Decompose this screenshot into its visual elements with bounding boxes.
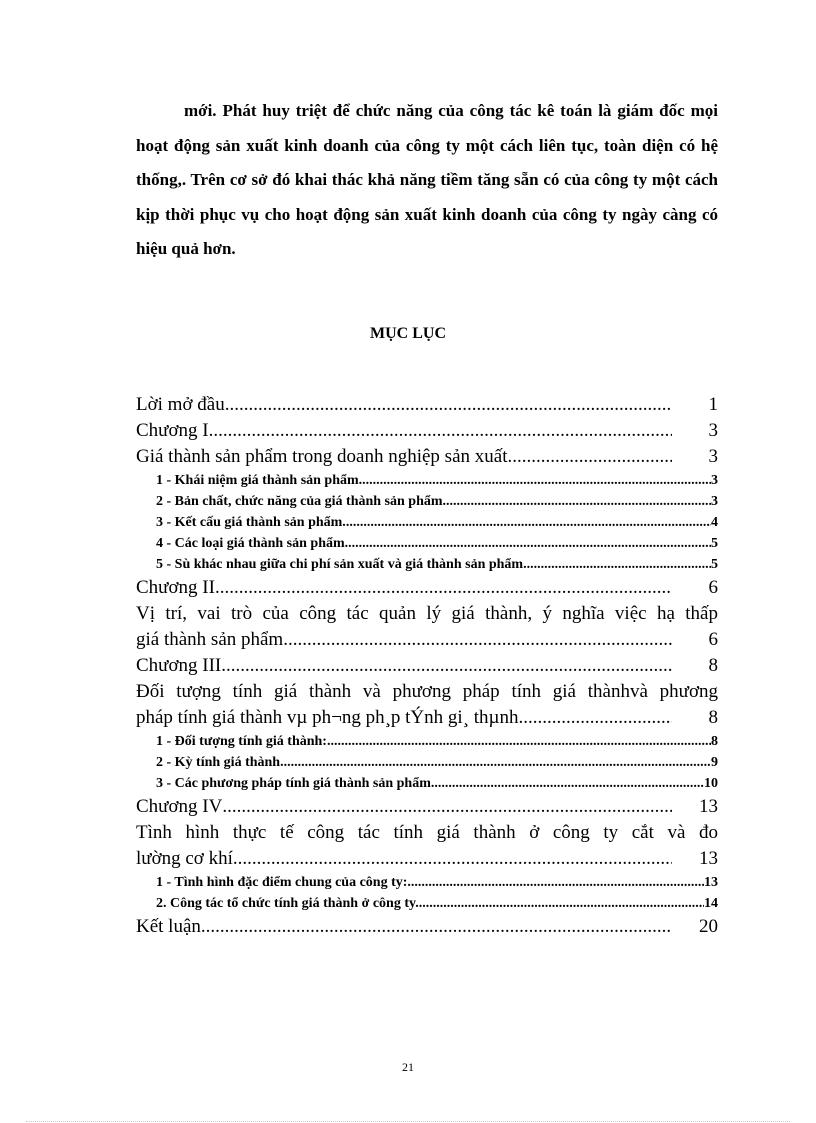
toc-entry-label: 2 - Kỳ tính giá thành <box>156 755 281 770</box>
dot-leader <box>512 444 672 470</box>
toc-entry-label: Chương I <box>136 420 209 441</box>
toc-entry-page: 3 <box>711 473 718 488</box>
dot-leader <box>348 533 711 554</box>
toc-entry-page: 20 <box>699 916 718 937</box>
toc-subentry[interactable] <box>136 893 718 914</box>
toc-subentry[interactable] <box>136 554 718 575</box>
toc-entry[interactable] <box>136 914 718 940</box>
toc-entry-first-line: Tình hình thực tế công tác tính giá thành ở công ty cắt và đo <box>136 822 718 843</box>
dot-leader <box>519 705 673 731</box>
toc-entry-page: 8 <box>708 707 718 728</box>
toc-subentry[interactable] <box>136 533 718 554</box>
table-of-contents <box>136 392 718 940</box>
toc-subentry[interactable] <box>136 872 718 893</box>
toc-entry-page: 8 <box>711 734 718 749</box>
toc-entry-page: 13 <box>704 875 718 890</box>
dot-leader <box>222 794 672 820</box>
page-bottom-divider <box>26 1121 790 1122</box>
toc-subentry[interactable] <box>136 731 718 752</box>
toc-entry-last-line <box>136 705 718 731</box>
toc-subentry[interactable] <box>136 752 718 773</box>
toc-entry-label: giá thành sản phẩm. <box>136 629 288 650</box>
toc-entry-label: 4 - Các loại giá thành sản phẩm. <box>156 536 349 551</box>
toc-entry[interactable] <box>136 575 718 601</box>
toc-subentry[interactable] <box>136 512 718 533</box>
dot-leader <box>288 627 672 653</box>
toc-entry-page: 6 <box>708 577 718 598</box>
toc-entry-label: lường cơ khí <box>136 848 233 869</box>
toc-entry-label: 2. Công tác tổ chức tính giá thành ở công ty. <box>156 896 419 911</box>
toc-entry-label: 1 - Đối tượng tính giá thành: <box>156 734 327 749</box>
toc-entry-multiline[interactable] <box>136 679 718 731</box>
dot-leader <box>434 773 704 794</box>
dot-leader <box>327 731 711 752</box>
toc-entry[interactable] <box>136 653 718 679</box>
dot-leader <box>225 392 672 418</box>
dot-leader <box>209 418 672 444</box>
toc-entry-page: 9 <box>711 755 718 770</box>
dot-leader <box>233 846 672 872</box>
toc-title: MỤC LỤC <box>370 325 446 342</box>
toc-entry-page: 3 <box>711 494 718 509</box>
toc-entry-page: 1 <box>708 394 718 415</box>
toc-entry-page: 5 <box>711 557 718 572</box>
toc-entry-first-line: Đối tượng tính giá thành và phương pháp tính giá thànhvà phương <box>136 681 718 702</box>
toc-subentry[interactable] <box>136 773 718 794</box>
toc-entry-label: pháp tính giá thành vµ ph¬ng ph¸p tÝnh gi¸ thµnh <box>136 707 519 728</box>
toc-entry-page: 3 <box>708 446 718 467</box>
toc-entry-first-line: Vị trí, vai trò của công tác quản lý giá thành, ý nghĩa việc hạ thấp <box>136 603 718 624</box>
toc-entry[interactable] <box>136 794 718 820</box>
dot-leader <box>527 554 711 575</box>
toc-entry-page: 3 <box>708 420 718 441</box>
page-number: 21 <box>402 1060 414 1074</box>
toc-entry-label: Kết luận <box>136 916 201 937</box>
toc-entry[interactable] <box>136 418 718 444</box>
toc-entry-page: 10 <box>704 776 718 791</box>
toc-entry-page: 4 <box>711 515 718 530</box>
dot-leader <box>346 512 711 533</box>
dot-leader <box>446 491 711 512</box>
toc-entry-page: 13 <box>699 796 718 817</box>
dot-leader <box>221 653 672 679</box>
dot-leader <box>201 914 672 940</box>
dot-leader <box>280 752 711 773</box>
toc-entry-label: Chương II <box>136 577 215 598</box>
intro-paragraph: mới. Phát huy triệt để chức năng của công tác kê toán là giám đốc mọi hoạt động sản xuất kinh doanh của công ty một cách liên tục, toàn diện có hệ thống,. Trên cơ sở đó khai thác khả năng tiềm tăng sẵn có của công ty một cách kịp thời phục vụ cho hoạt động sản xuất kinh doanh của công ty ngày càng có hiệu quả hơn. <box>136 101 718 258</box>
dot-leader <box>215 575 672 601</box>
toc-entry-multiline[interactable] <box>136 820 718 872</box>
toc-entry-label: Lời mở đầu <box>136 394 225 415</box>
toc-entry-page: 6 <box>708 629 718 650</box>
toc-entry-label: 5 - Sù khác nhau giữa chi phí sản xuất và giá thành sản phẩm. <box>156 557 527 572</box>
dot-leader <box>359 470 711 491</box>
toc-subentry[interactable] <box>136 470 718 491</box>
toc-entry-label: 3 - Kết cấu giá thành sản phẩm. <box>156 515 346 530</box>
toc-subentry[interactable] <box>136 491 718 512</box>
dot-leader <box>407 872 704 893</box>
toc-entry-label: 2 - Bản chất, chức năng của giá thành sản phẩm. <box>156 494 447 509</box>
toc-entry[interactable] <box>136 444 718 470</box>
toc-entry-label: 3 - Các phương pháp tính giá thành sản phẩm. <box>156 776 435 791</box>
toc-entry-multiline[interactable] <box>136 601 718 653</box>
toc-entry-last-line <box>136 846 718 872</box>
toc-entry-label: Chương IV <box>136 796 223 817</box>
toc-entry-label: Chương III <box>136 655 222 676</box>
toc-entry[interactable] <box>136 392 718 418</box>
toc-entry-last-line <box>136 627 718 653</box>
toc-entry-label: 1 - Tình hình đặc điểm chung của công ty: <box>156 875 408 890</box>
toc-entry-label: Giá thành sản phẩm trong doanh nghiệp sản xuất. <box>136 446 513 467</box>
dot-leader <box>419 893 704 914</box>
toc-entry-page: 5 <box>711 536 718 551</box>
toc-entry-label: 1 - Khái niệm giá thành sản phẩm <box>156 473 359 488</box>
toc-entry-page: 14 <box>704 896 718 911</box>
toc-entry-page: 13 <box>699 848 718 869</box>
toc-entry-page: 8 <box>708 655 718 676</box>
